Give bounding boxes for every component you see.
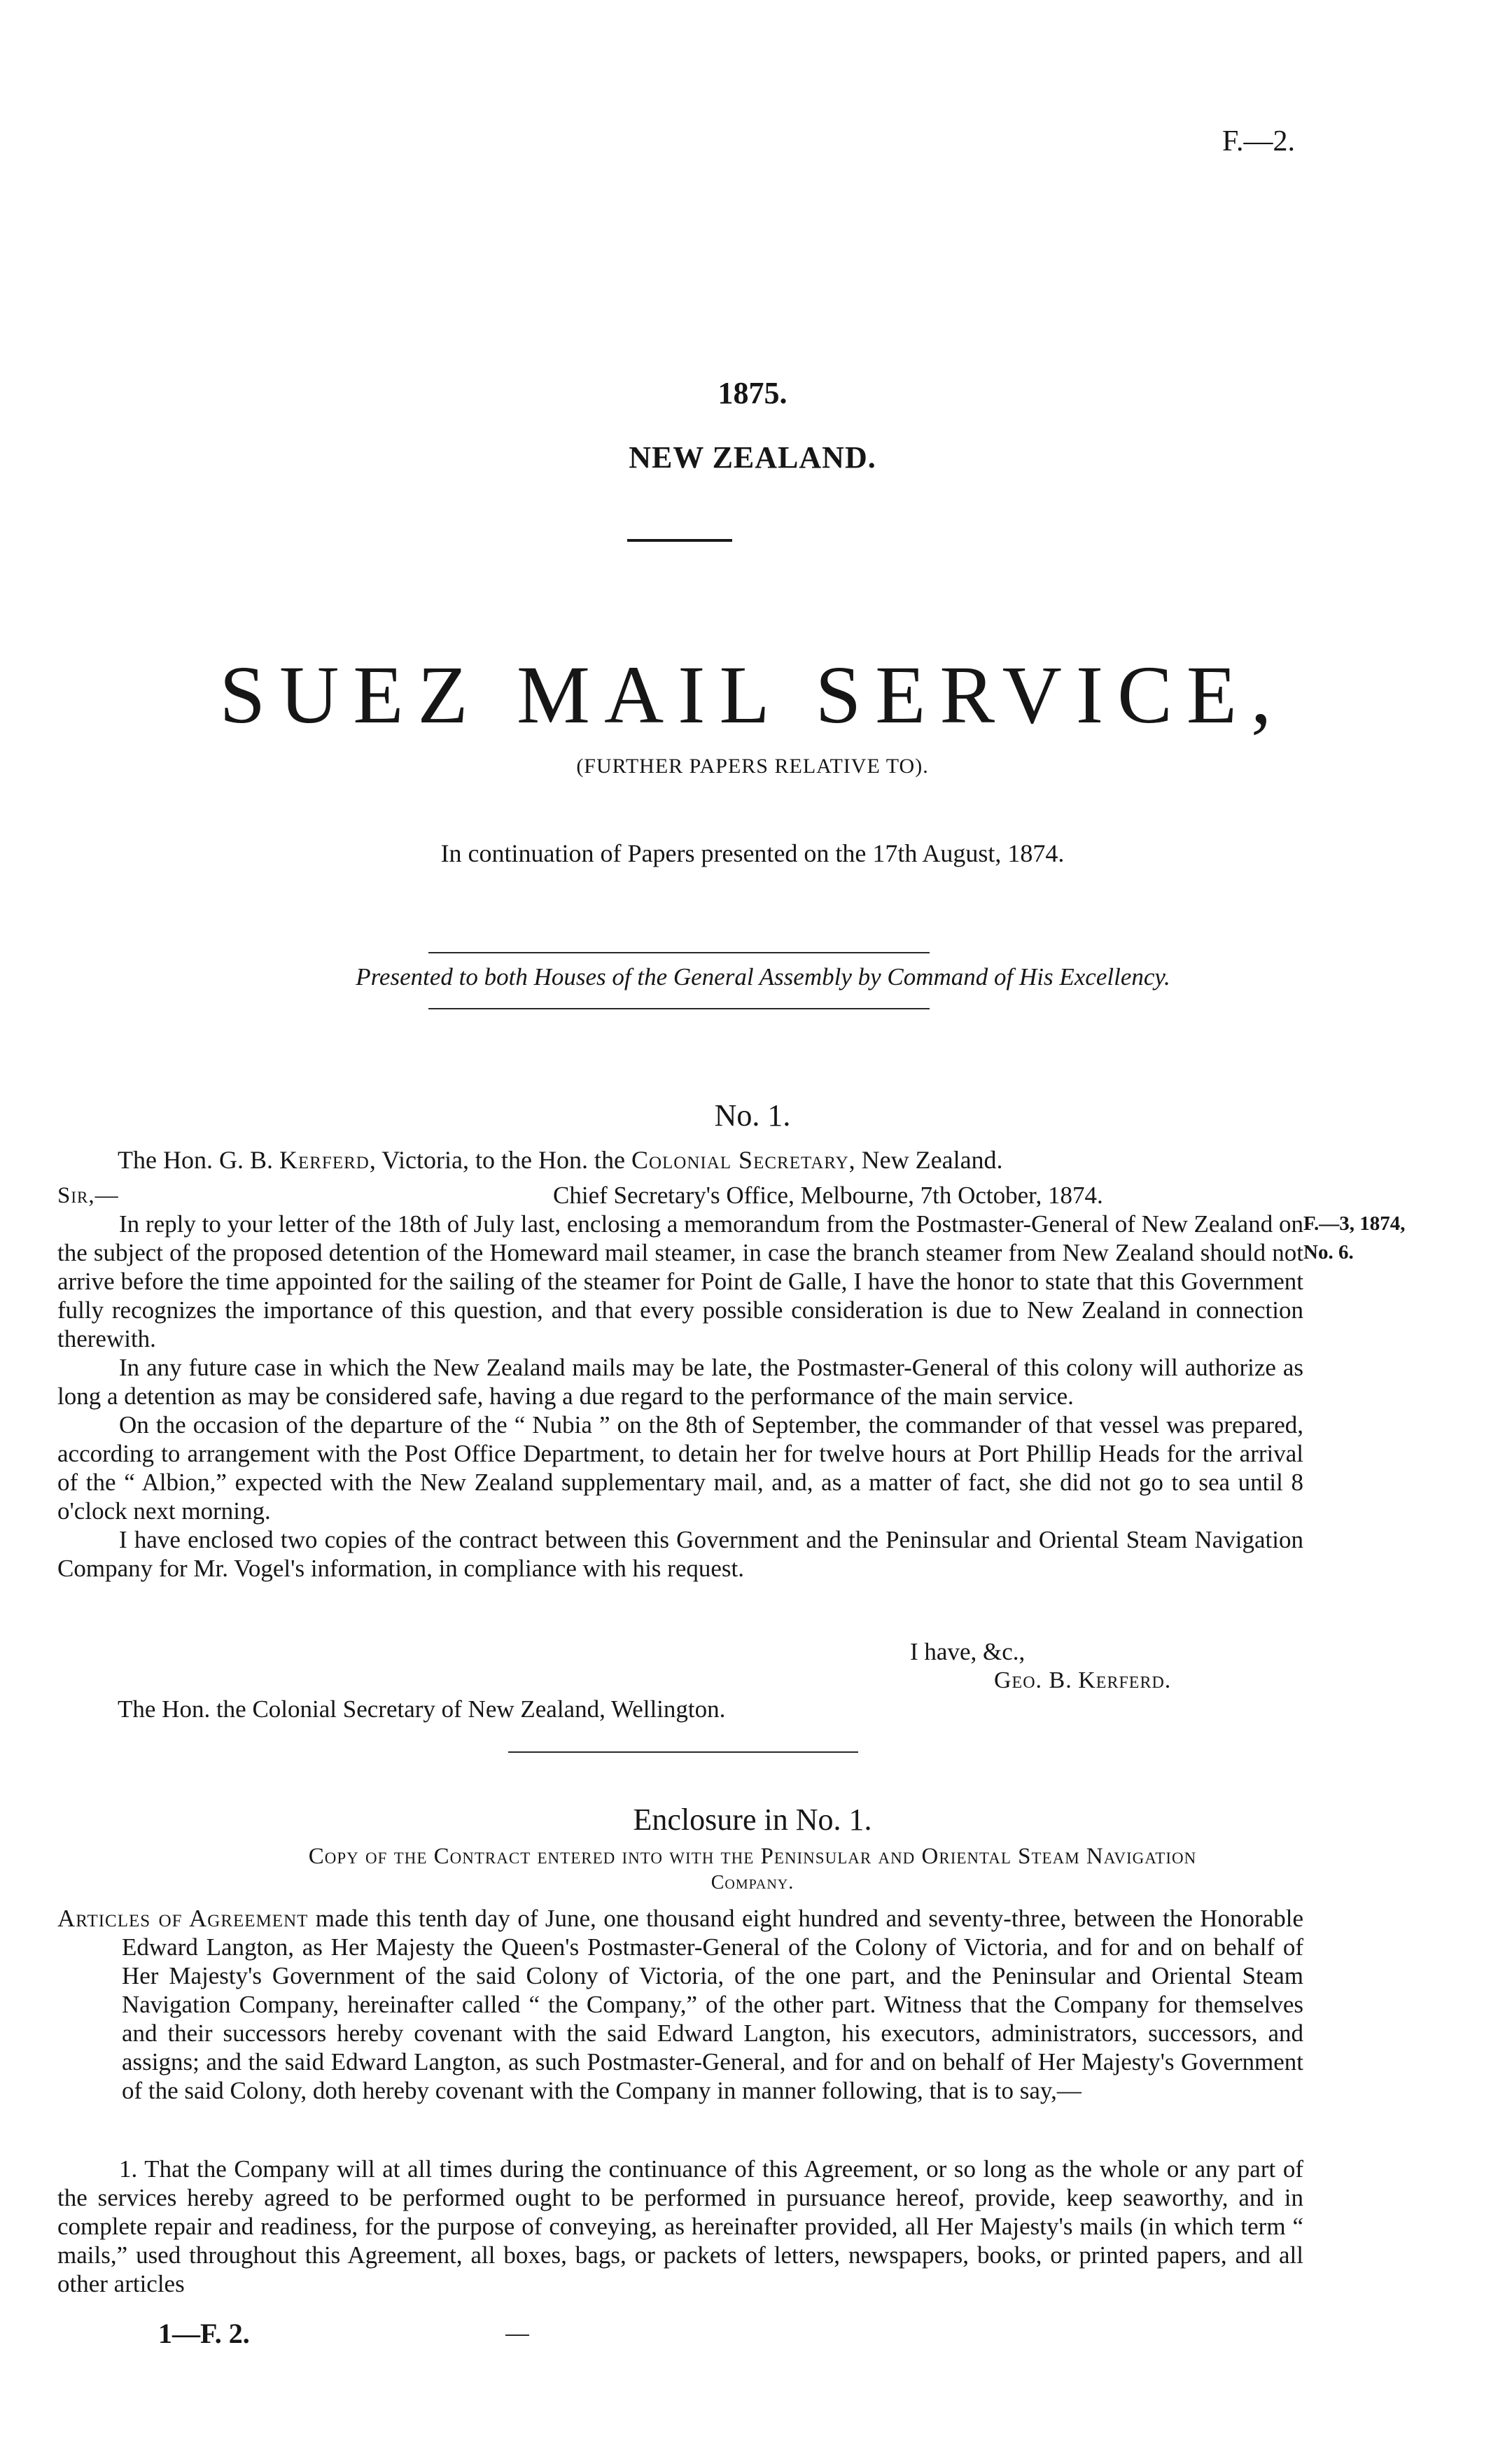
signature-name: Kerferd. <box>1078 1667 1172 1693</box>
title-rule <box>627 539 732 542</box>
signature <box>994 1667 1171 1694</box>
letter-paragraph: I have enclosed two copies of the contract between this Government and the Peninsular and Oriental Steam Navigation Company for Mr. Vogel's information, in compliance with his request. <box>57 1526 1303 1582</box>
heading-recipient: Colonial Secretary <box>631 1146 849 1174</box>
letter-body <box>57 1210 1303 1583</box>
signature-mark: 1—F. 2. <box>158 2318 250 2349</box>
presented-rule-top <box>428 952 930 953</box>
articles-lead: Articles of Agreement <box>57 1905 309 1932</box>
copy-heading-line-2: Company. <box>710 1872 794 1893</box>
addressee: The Hon. the Colonial Secretary of New Zealand, Wellington. <box>118 1695 726 1723</box>
main-title: SUEZ MAIL SERVICE, <box>219 649 1286 741</box>
salutation: Sir,— <box>57 1183 119 1208</box>
heading-middle: , Victoria, to the Hon. the <box>369 1146 625 1174</box>
letter-paragraph: On the occasion of the departure of the “ Nubia ” on the 8th of September, the commander of that vessel was prepared, according to arrangement with the Post Office Department, to detain her for twelve hours at Port Phillip Heads for the arrival of the “ Albion,” expected with the New Zealand supplementary mail, and, as a matter of fact, she did not go to sea until 8 o'clock next morning. <box>57 1411 1303 1525</box>
year: 1875. <box>718 376 788 410</box>
articles-text: made this tenth day of June, one thousand eight hundred and seventy-three, between the Honorable Edward Langton, as Her Majesty the Queen's Postmaster-General of the Colony of Victoria, and for and on behalf of Her Majesty's Government of the said Colony of Victoria, of the one part, and the Peninsular and Oriental Steam Navigation Company, hereinafter called “ the Company,” of the other part. Witness that the Company for themselves and their successors hereby covenant with the said Edward Langton, his executors, administrators, successors, and assigns; and the said Edward Langton, as such Postmaster-General, and for and on behalf of Her Majesty's Government of the said Colony, doth hereby covenant with the Company in manner following, that is to say,— <box>122 1905 1303 2104</box>
presented-rule-bottom <box>428 1008 930 1009</box>
margin-note-reference: F.—3, 1874, <box>1303 1212 1406 1235</box>
letter-paragraph: In reply to your letter of the 18th of July last, enclosing a memorandum from the Postmaster-General of New Zealand on the subject of the proposed detention of the Homeward mail steamer, in case the branch steamer from New Zealand should not arrive before the time appointed for the sailing of the steamer for Point de Galle, I have the honor to state that this Government fully recognizes the importance of this question, and that every possible consideration is due to New Zealand in connection therewith. <box>57 1210 1303 1352</box>
letter-heading <box>118 1145 1308 1175</box>
page-code: F.—2. <box>1222 125 1295 158</box>
heading-suffix: , New Zealand. <box>848 1146 1003 1174</box>
enclosure-title: Enclosure in No. 1. <box>633 1802 872 1837</box>
dateline: Chief Secretary's Office, Melbourne, 7th October, 1874. <box>553 1182 1103 1209</box>
footer-dash <box>505 2334 529 2336</box>
signature-prefix: Geo. B. <box>994 1667 1072 1693</box>
margin-note-number: No. 6. <box>1303 1241 1354 1264</box>
heading-prefix: The Hon. G. B. <box>118 1146 273 1174</box>
clause-1: 1. That the Company will at all times during the continuance of this Agreement, or so long as the whole or any part of the services hereby agreed to be performed ought to be performed in pursuance hereof, provide, keep seaworthy, and in complete repair and readiness, for the purpose of conveying, as hereinafter provided, all Her Majesty's mails (in which term “ mails,” used throughout this Agreement, all boxes, bags, or packets of letters, newspapers, books, or printed papers, and all other articles <box>57 2155 1303 2297</box>
presented-line: Presented to both Houses of the General Assembly by Command of His Excellency. <box>356 963 1170 990</box>
heading-sender-name: Kerferd <box>279 1146 370 1174</box>
section-divider <box>508 1751 858 1753</box>
letter-closing: I have, &c., <box>910 1638 1026 1665</box>
clause-1-block <box>57 2155 1303 2298</box>
continuation-note: In continuation of Papers presented on the 17th August, 1874. <box>440 839 1065 867</box>
articles-of-agreement <box>57 1904 1303 2105</box>
subtitle: (FURTHER PAPERS RELATIVE TO). <box>576 755 929 778</box>
letter-number: No. 1. <box>714 1098 791 1133</box>
copy-heading-line-1: Copy of the Contract entered into with the Peninsular and Oriental Steam Navigation <box>308 1844 1197 1869</box>
country: NEW ZEALAND. <box>629 440 876 475</box>
letter-paragraph: In any future case in which the New Zealand mails may be late, the Postmaster-General of this colony will authorize as long a detention as may be considered safe, having a due regard to the performance of the main service. <box>57 1354 1303 1410</box>
